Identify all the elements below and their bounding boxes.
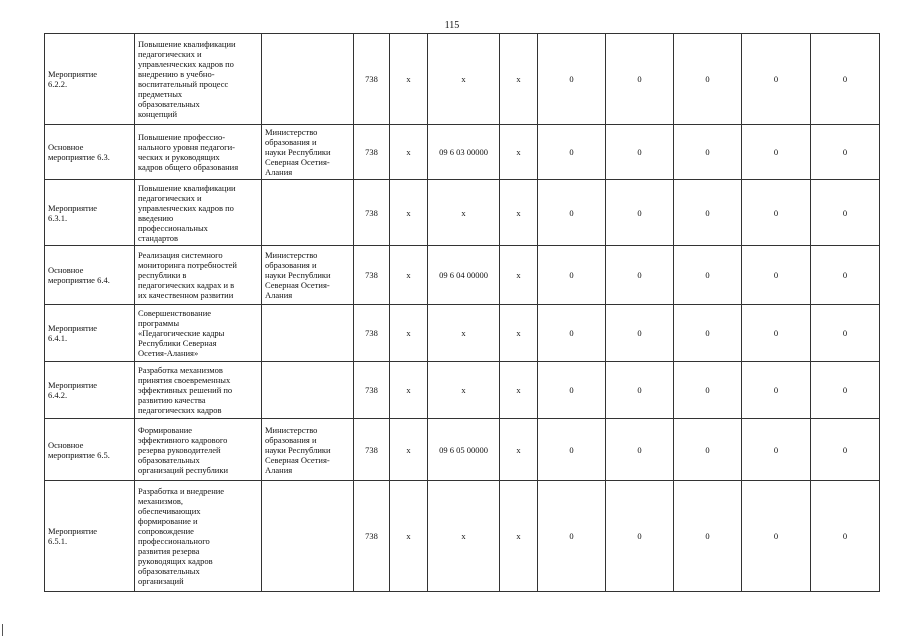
row-value-5: 0 [811, 362, 880, 419]
row-value-5: 0 [811, 481, 880, 592]
row-description: Совершенствование программы «Педагогические кадры Республики Северная Осетия-Алания» [135, 305, 262, 362]
row-value-1: 0 [538, 305, 606, 362]
row-vr: х [500, 419, 538, 481]
row-name: Мероприятие 6.3.1. [45, 180, 135, 246]
row-name: Мероприятие 6.5.1. [45, 481, 135, 592]
row-executor [262, 305, 354, 362]
table-row [45, 305, 880, 362]
row-value-2: 0 [606, 305, 674, 362]
row-rz: х [390, 180, 428, 246]
table-row [45, 481, 880, 592]
row-rz: х [390, 481, 428, 592]
row-vr: х [500, 305, 538, 362]
row-grbs-code: 738 [354, 419, 390, 481]
row-executor: Министерство образования и науки Республики Северная Осетия- Алания [262, 419, 354, 481]
row-description: Разработка механизмов принятия своевременных эффективных решений по развитию качества педагогических кадров [135, 362, 262, 419]
row-value-2: 0 [606, 125, 674, 180]
row-value-5: 0 [811, 34, 880, 125]
table-row [45, 34, 880, 125]
row-description: Разработка и внедрение механизмов, обеспечивающих формирование и сопровождение профессионального развития резерва руководящих кадров образовательных организаций [135, 481, 262, 592]
row-executor [262, 180, 354, 246]
row-vr: х [500, 180, 538, 246]
row-csr-code: х [428, 481, 500, 592]
row-grbs-code: 738 [354, 125, 390, 180]
row-csr-code: х [428, 34, 500, 125]
row-value-3: 0 [674, 362, 742, 419]
row-vr: х [500, 246, 538, 305]
row-value-5: 0 [811, 180, 880, 246]
row-value-5: 0 [811, 125, 880, 180]
row-name: Мероприятие 6.4.1. [45, 305, 135, 362]
row-rz: х [390, 246, 428, 305]
row-value-4: 0 [742, 481, 811, 592]
row-value-4: 0 [742, 362, 811, 419]
row-description: Формирование эффективного кадрового резерва руководителей образовательных организаций республики [135, 419, 262, 481]
row-executor [262, 481, 354, 592]
row-value-1: 0 [538, 419, 606, 481]
row-value-1: 0 [538, 180, 606, 246]
row-description: Повышение профессио- нального уровня педагоги- ческих и руководящих кадров общего образования [135, 125, 262, 180]
row-csr-code: 09 6 04 00000 [428, 246, 500, 305]
row-csr-code: х [428, 362, 500, 419]
row-value-1: 0 [538, 34, 606, 125]
row-rz: х [390, 362, 428, 419]
row-name: Основное мероприятие 6.5. [45, 419, 135, 481]
row-rz: х [390, 125, 428, 180]
row-executor: Министерство образования и науки Республики Северная Осетия- Алания [262, 125, 354, 180]
row-csr-code: 09 6 05 00000 [428, 419, 500, 481]
row-value-4: 0 [742, 419, 811, 481]
row-grbs-code: 738 [354, 34, 390, 125]
scan-edge-mark [2, 624, 3, 636]
table-row [45, 125, 880, 180]
row-grbs-code: 738 [354, 246, 390, 305]
row-value-3: 0 [674, 180, 742, 246]
row-value-1: 0 [538, 481, 606, 592]
table-row [45, 419, 880, 481]
row-value-4: 0 [742, 34, 811, 125]
row-vr: х [500, 481, 538, 592]
row-vr: х [500, 125, 538, 180]
row-name: Мероприятие 6.2.2. [45, 34, 135, 125]
row-description: Повышение квалификации педагогических и управленческих кадров по внедрению в учебно- воспитательный процесс предметных образовательных концепций [135, 34, 262, 125]
row-description: Повышение квалификации педагогических и управленческих кадров по введению профессиональных стандартов [135, 180, 262, 246]
row-value-4: 0 [742, 305, 811, 362]
row-value-1: 0 [538, 246, 606, 305]
row-value-3: 0 [674, 125, 742, 180]
row-rz: х [390, 305, 428, 362]
row-grbs-code: 738 [354, 481, 390, 592]
row-executor [262, 34, 354, 125]
row-csr-code: 09 6 03 00000 [428, 125, 500, 180]
row-rz: х [390, 419, 428, 481]
row-name: Основное мероприятие 6.3. [45, 125, 135, 180]
row-value-5: 0 [811, 419, 880, 481]
table-body [45, 34, 880, 592]
row-executor: Министерство образования и науки Республики Северная Осетия- Алания [262, 246, 354, 305]
row-value-3: 0 [674, 419, 742, 481]
row-grbs-code: 738 [354, 305, 390, 362]
row-value-3: 0 [674, 305, 742, 362]
row-rz: х [390, 34, 428, 125]
row-value-1: 0 [538, 125, 606, 180]
row-value-5: 0 [811, 246, 880, 305]
row-vr: х [500, 362, 538, 419]
row-csr-code: х [428, 180, 500, 246]
row-value-5: 0 [811, 305, 880, 362]
row-value-2: 0 [606, 180, 674, 246]
page-number: 115 [444, 20, 460, 31]
row-value-2: 0 [606, 481, 674, 592]
table-row [45, 246, 880, 305]
row-description: Реализация системного мониторинга потребностей республики в педагогических кадрах и в их качественном развитии [135, 246, 262, 305]
row-executor [262, 362, 354, 419]
row-value-1: 0 [538, 362, 606, 419]
row-name: Основное мероприятие 6.4. [45, 246, 135, 305]
table-row [45, 362, 880, 419]
row-value-2: 0 [606, 419, 674, 481]
row-value-4: 0 [742, 246, 811, 305]
row-value-3: 0 [674, 246, 742, 305]
row-grbs-code: 738 [354, 180, 390, 246]
row-value-3: 0 [674, 481, 742, 592]
row-value-2: 0 [606, 362, 674, 419]
row-value-4: 0 [742, 180, 811, 246]
row-csr-code: х [428, 305, 500, 362]
row-name: Мероприятие 6.4.2. [45, 362, 135, 419]
row-grbs-code: 738 [354, 362, 390, 419]
row-vr: х [500, 34, 538, 125]
row-value-2: 0 [606, 34, 674, 125]
budget-table [44, 33, 880, 592]
row-value-2: 0 [606, 246, 674, 305]
table-row [45, 180, 880, 246]
row-value-3: 0 [674, 34, 742, 125]
row-value-4: 0 [742, 125, 811, 180]
